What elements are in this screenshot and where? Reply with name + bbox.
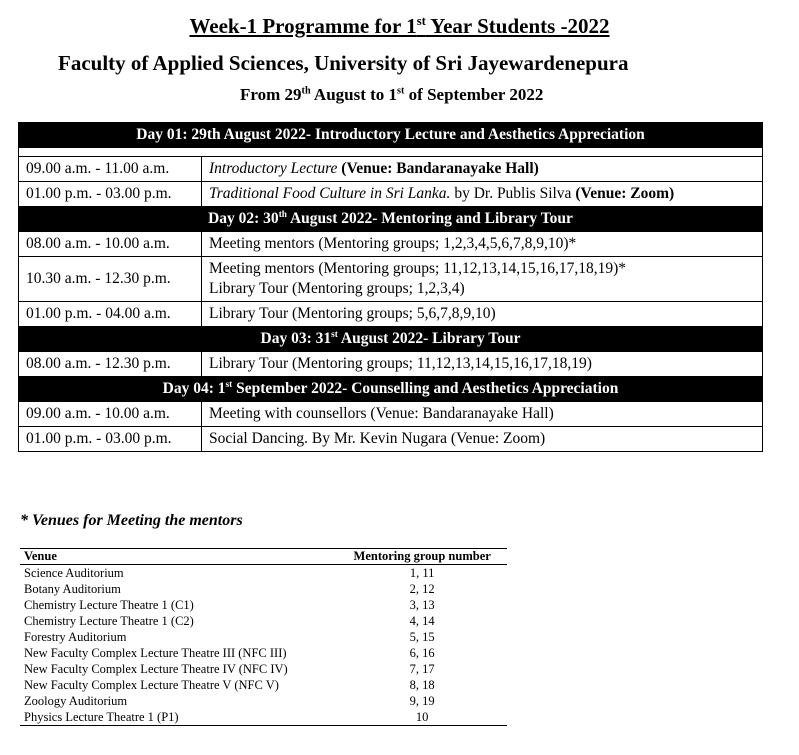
venue-row	[20, 597, 507, 613]
session-activity: Meeting mentors (Mentoring groups; 11,12,13,14,15,16,17,18,19)* Library Tour (Mentoring groups; 1,2,3,4)	[202, 257, 763, 302]
venues-table	[20, 548, 507, 726]
group-number: 9, 19	[409, 694, 435, 708]
session-activity: Introductory Lecture (Venue: Bandaranayake Hall)	[202, 157, 763, 182]
session-row	[19, 402, 763, 427]
venue-column-header: Venue	[20, 549, 337, 565]
group-number: 3, 13	[409, 598, 435, 612]
page-title: Week-1 Programme for 1st Year Students -2022	[189, 14, 610, 38]
session-time: 01.00 p.m. - 03.00 p.m.	[19, 182, 202, 207]
session-row	[19, 157, 763, 182]
venue-name: New Faculty Complex Lecture Theatre III (NFC III)	[24, 646, 287, 660]
venue-name: Physics Lecture Theatre 1 (P1)	[20, 709, 337, 726]
day-heading: Day 02: 30th August 2022- Mentoring and Library Tour	[19, 207, 763, 232]
session-activity: Library Tour (Mentoring groups; 5,6,7,8,9,10)	[202, 302, 763, 327]
venue-row	[20, 677, 507, 693]
venue-name: Chemistry Lecture Theatre 1 (C1)	[24, 598, 194, 612]
session-time: 01.00 p.m. - 03.00 p.m.	[19, 427, 202, 452]
session-time: 09.00 a.m. - 10.00 a.m.	[19, 402, 202, 427]
venue-name: New Faculty Complex Lecture Theatre IV (NFC IV)	[24, 662, 288, 676]
session-row	[19, 182, 763, 207]
venues-note: * Venues for Meeting the mentors	[20, 512, 243, 529]
group-number: 4, 14	[409, 614, 435, 628]
session-time: 10.30 a.m. - 12.30 p.m.	[19, 257, 202, 302]
venue-name: Science Auditorium	[24, 566, 124, 580]
day-heading: Day 04: 1st September 2022- Counselling and Aesthetics Appreciation	[19, 377, 763, 402]
session-row	[19, 302, 763, 327]
session-activity: Meeting mentors (Mentoring groups; 1,2,3,4,5,6,7,8,9,10)*	[202, 232, 763, 257]
venue-name: New Faculty Complex Lecture Theatre V (NFC V)	[24, 678, 279, 692]
venue-row	[20, 613, 507, 629]
date-range: From 29th August to 1st of September 2022	[240, 85, 544, 104]
group-number: 6, 16	[409, 646, 435, 660]
session-row	[19, 427, 763, 452]
group-number: 8, 18	[409, 678, 435, 692]
session-activity: Meeting with counsellors (Venue: Bandaranayake Hall)	[202, 402, 763, 427]
session-row	[19, 232, 763, 257]
session-row	[19, 352, 763, 377]
group-number: 5, 15	[409, 630, 435, 644]
day-heading: Day 03: 31st August 2022- Library Tour	[19, 327, 763, 352]
group-number: 1, 11	[409, 566, 435, 580]
faculty-heading: Faculty of Applied Sciences, University of Sri Jayewardenepura	[58, 51, 629, 75]
programme-table	[18, 122, 763, 452]
venue-row	[20, 565, 507, 582]
session-activity: Traditional Food Culture in Sri Lanka. by Dr. Publis Silva (Venue: Zoom)	[202, 182, 763, 207]
venue-row	[20, 645, 507, 661]
venue-row	[20, 581, 507, 597]
session-time: 09.00 a.m. - 11.00 a.m.	[19, 157, 202, 182]
session-time: 01.00 p.m. - 04.00 a.m.	[19, 302, 202, 327]
group-number: 7, 17	[409, 662, 435, 676]
venue-name: Chemistry Lecture Theatre 1 (C2)	[24, 614, 194, 628]
venue-name: Botany Auditorium	[24, 582, 121, 596]
venue-name: Forestry Auditorium	[24, 630, 127, 644]
session-time: 08.00 a.m. - 10.00 a.m.	[19, 232, 202, 257]
venue-row	[20, 661, 507, 677]
session-time: 08.00 a.m. - 12.30 p.m.	[19, 352, 202, 377]
session-activity: Social Dancing. By Mr. Kevin Nugara (Venue: Zoom)	[202, 427, 763, 452]
group-number: 10	[337, 709, 507, 726]
venue-row	[20, 693, 507, 709]
session-activity: Library Tour (Mentoring groups; 11,12,13,14,15,16,17,18,19)	[202, 352, 763, 377]
session-row	[19, 257, 763, 302]
group-column-header: Mentoring group number	[337, 549, 507, 565]
venue-row	[20, 629, 507, 645]
group-number: 2, 12	[409, 582, 435, 596]
venue-name: Zoology Auditorium	[24, 694, 128, 708]
day-heading: Day 01: 29th August 2022- Introductory Lecture and Aesthetics Appreciation	[19, 123, 763, 148]
venue-row	[20, 709, 507, 726]
